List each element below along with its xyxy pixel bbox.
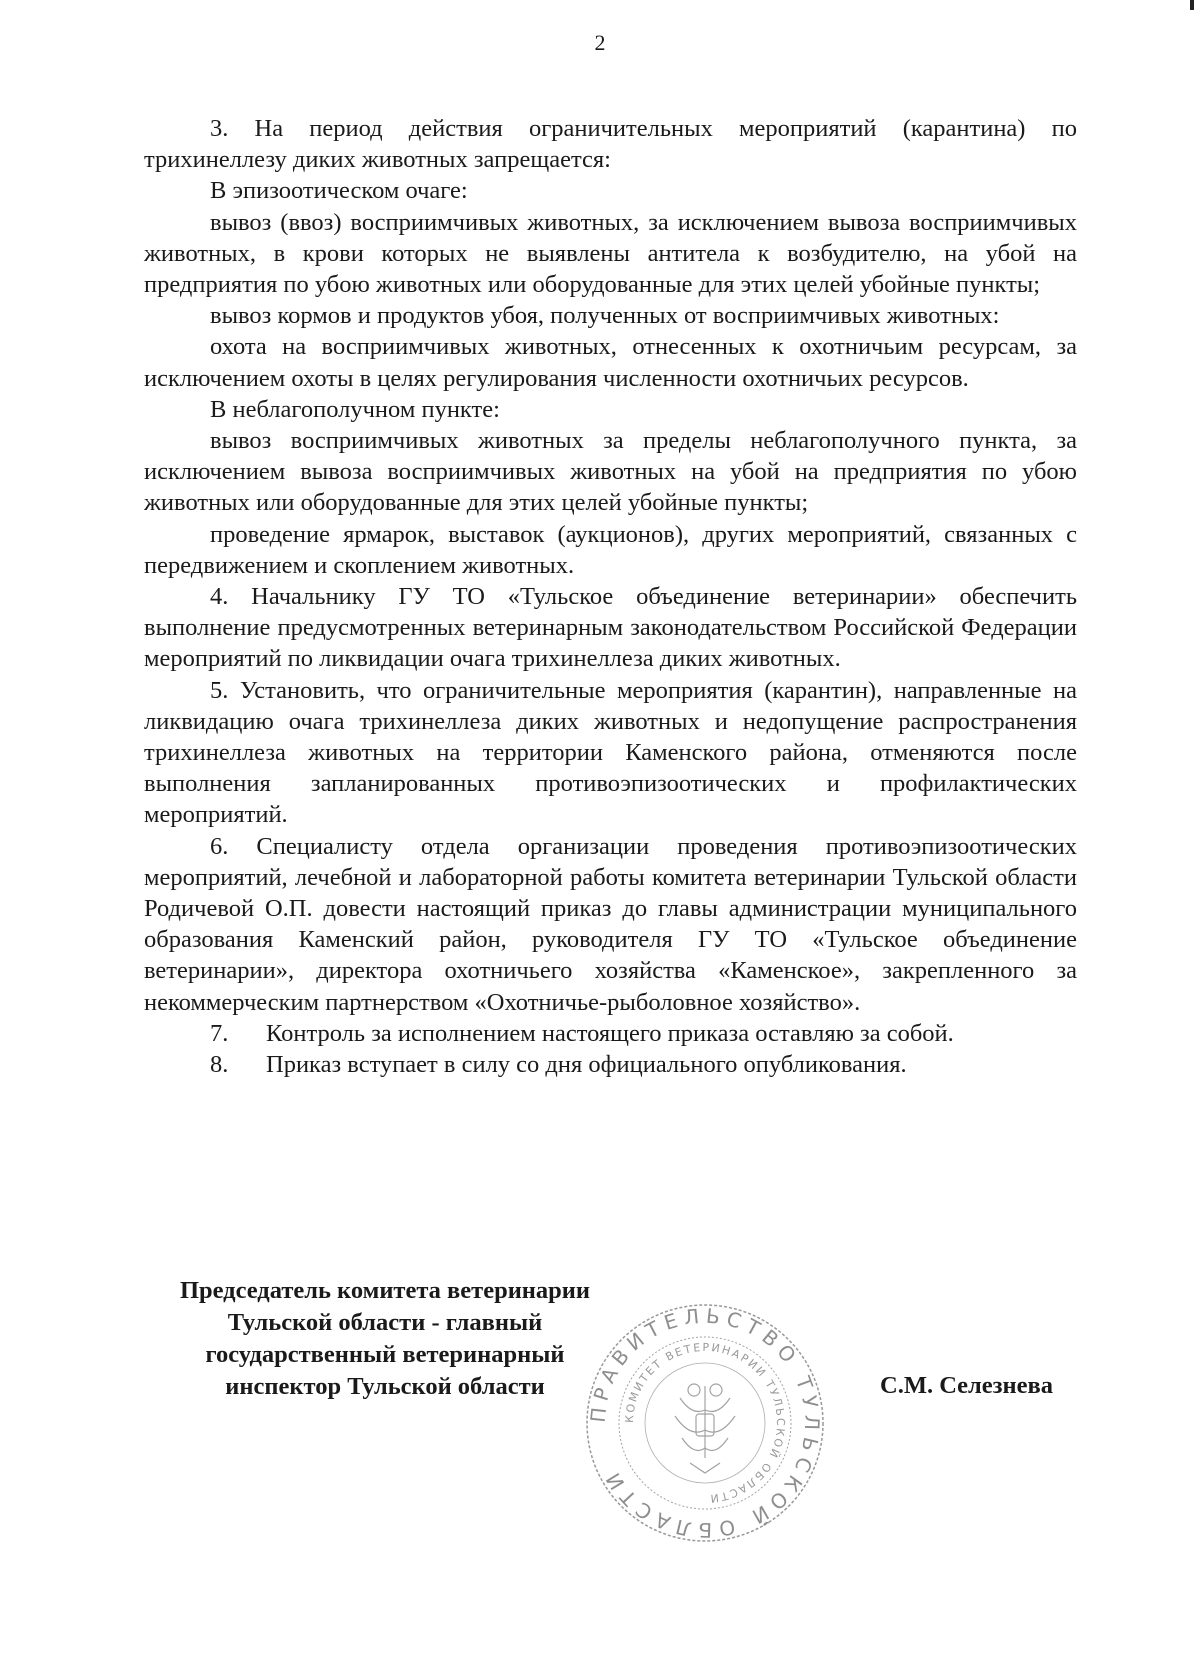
- paragraph-export-feed: вывоз кормов и продуктов убоя, полученных от восприимчивых животных:: [210, 302, 1000, 330]
- signatory-title-line-3: государственный ветеринарный: [205, 1341, 565, 1368]
- document-body: [144, 113, 1077, 1080]
- paragraph-5: 5. Установить, что ограничительные мероприятия (карантин), направленные на ликвидацию очага трихинеллеза диких животных и недопущение распространения трихинеллеза животных на территории Каменского района, отменяются после выполнения запланированных противоэпизоотических и профилактических мероприятий.: [144, 676, 1077, 829]
- paragraph-fairs: проведение ярмарок, выставок (аукционов), других мероприятий, связанных с передвижением и скоплением животных.: [144, 520, 1077, 579]
- item-7: [144, 1018, 1077, 1049]
- paragraph-export-animals: вывоз (ввоз) восприимчивых животных, за исключением вывоза восприимчивых животных, в крови которых не выявлены антитела к возбудителю, на убой на предприятия по убою животных или оборудованные для этих целей убойные пункты;: [144, 208, 1077, 299]
- signatory-title-line-1: Председатель комитета ветеринарии: [179, 1277, 591, 1304]
- paragraph-6: 6. Специалисту отдела организации проведения противоэпизоотических мероприятий, лечебной и лабораторной работы комитета ветеринарии Тульской области Родичевой О.П. довести настоящий приказ до главы администрации муниципального образования Каменский район, руководителя ГУ ТО «Тульское объединение ветеринарии», директора охотничьего хозяйства «Каменское», закрепленного за некоммерческим партнерством «Охотничье-рыболовное хозяйство».: [144, 832, 1077, 1016]
- stamp-outer-text: ПРАВИТЕЛЬСТВО ТУЛЬСКОЙ ОБЛАСТИ: [585, 1303, 825, 1543]
- signatory-title: [150, 1275, 620, 1403]
- item-7-text: Контроль за исполнением настоящего приказа оставляю за собой.: [266, 1019, 954, 1047]
- item-8: [144, 1049, 1077, 1080]
- signer-name: С.М. Селезнева: [880, 1372, 1053, 1399]
- item-8-text: Приказ вступает в силу со дня официального опубликования.: [266, 1051, 907, 1079]
- signatory-title-line-4: инспектор Тульской области: [225, 1373, 545, 1400]
- signatory-title-line-2: Тульской области - главный: [227, 1309, 543, 1336]
- paragraph-affected-area: В неблагополучном пункте:: [210, 395, 500, 423]
- item-8-number: 8.: [210, 1051, 229, 1079]
- stamp-emblem-icon: [675, 1384, 735, 1473]
- paragraph-4: 4. Начальнику ГУ ТО «Тульское объединение ветеринарии» обеспечить выполнение предусмотренных ветеринарным законодательством Российской Федерации мероприятий по ликвидации очага трихинеллеза диких животных.: [144, 583, 1077, 673]
- page-number: 2: [594, 30, 606, 55]
- paragraph-hunting: охота на восприимчивых животных, отнесенных к охотничьим ресурсам, за исключением охоты в целях регулирования численности охотничьих ресурсов.: [144, 333, 1077, 392]
- paragraph-3: 3. На период действия ограничительных мероприятий (карантина) по трихинеллезу диких животных запрещается:: [144, 115, 1077, 174]
- paragraph-epizootic-focus: В эпизоотическом очаге:: [210, 177, 468, 205]
- item-7-number: 7.: [210, 1019, 229, 1047]
- stamp-inner-text: КОМИТЕТ ВЕТЕРИНАРИИ ТУЛЬСКОЙ ОБЛАСТИ: [622, 1340, 788, 1506]
- paragraph-export-affected: вывоз восприимчивых животных за пределы неблагополучного пункта, за исключением вывоза восприимчивых животных на убой на предприятия по убою животных или оборудованные для этих целей убойные пункты;: [144, 427, 1077, 517]
- official-seal-stamp: [580, 1298, 830, 1548]
- scan-mark: [1190, 0, 1194, 10]
